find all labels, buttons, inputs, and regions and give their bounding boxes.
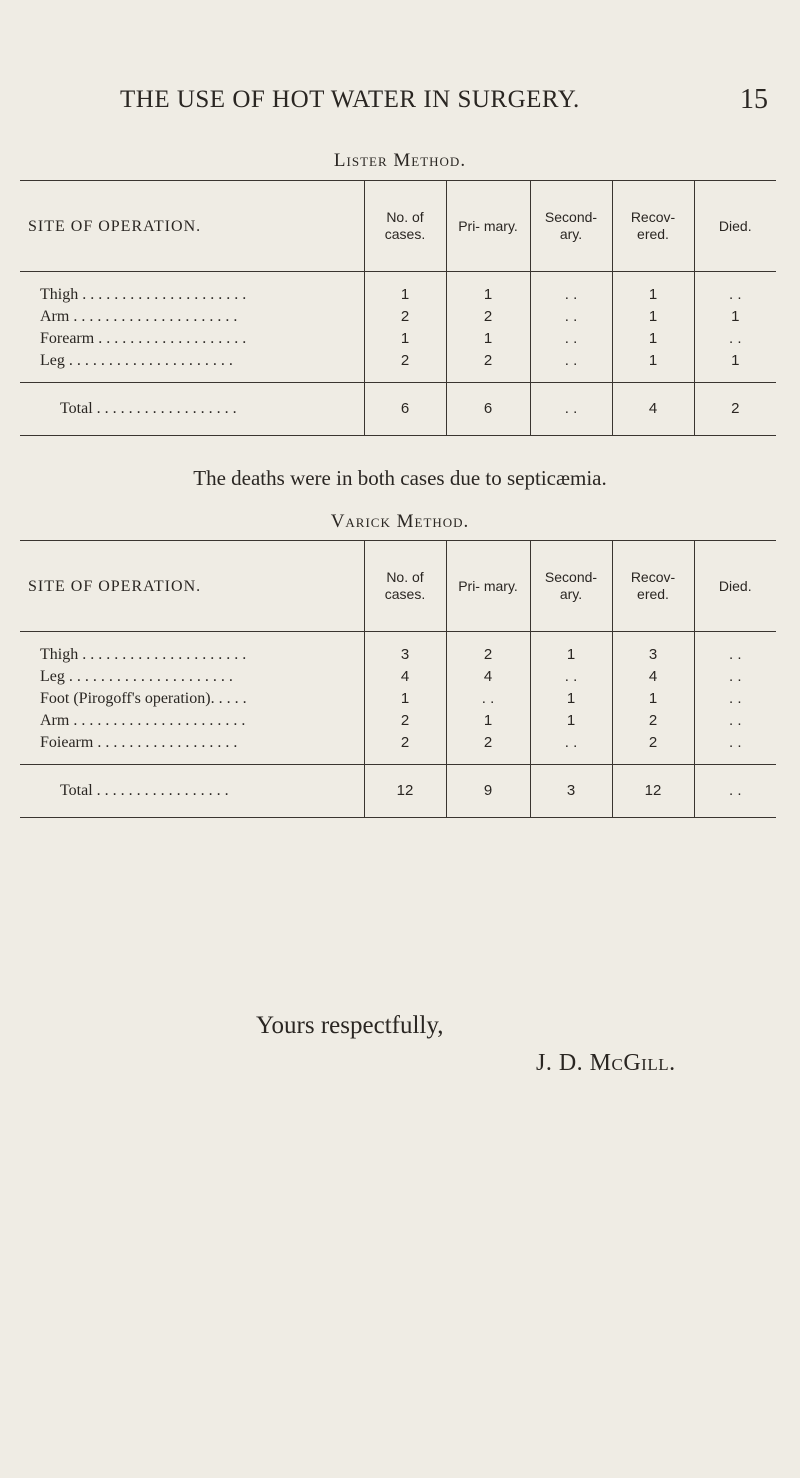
- primary-cell: 4: [446, 666, 530, 688]
- cases-cell: 4: [364, 666, 446, 688]
- table-header-row: [20, 181, 776, 272]
- site-cell: Leg . . . . . . . . . . . . . . . . . . . . .: [40, 668, 233, 685]
- primary-cell: 6: [446, 383, 530, 436]
- table-header-row: [20, 541, 776, 632]
- table-row: [20, 732, 776, 765]
- died-cell: . .: [694, 328, 776, 350]
- site-cell: Thigh . . . . . . . . . . . . . . . . . . . . .: [40, 286, 247, 303]
- secondary-cell: . .: [530, 666, 612, 688]
- died-cell: . .: [694, 732, 776, 765]
- site-cell: Forearm . . . . . . . . . . . . . . . . . . .: [40, 330, 247, 347]
- recovered-cell: 2: [612, 710, 694, 732]
- table-row: [20, 632, 776, 667]
- site-cell: Arm . . . . . . . . . . . . . . . . . . . . .: [40, 308, 238, 325]
- recovered-cell: 1: [612, 350, 694, 383]
- cases-cell: 6: [364, 383, 446, 436]
- column-header-secondary: Second- ary.: [530, 541, 612, 632]
- primary-cell: 2: [446, 306, 530, 328]
- column-header-site: SITE OF OPERATION.: [20, 541, 364, 632]
- table-row: [20, 272, 776, 307]
- died-cell: 1: [694, 350, 776, 383]
- secondary-cell: . .: [530, 306, 612, 328]
- column-header-primary: Pri- mary.: [446, 541, 530, 632]
- secondary-cell: . .: [530, 732, 612, 765]
- table-row: [20, 688, 776, 710]
- primary-cell: 1: [446, 710, 530, 732]
- column-header-recovered: Recov- ered.: [612, 541, 694, 632]
- table-row: [20, 666, 776, 688]
- column-header-cases: No. of cases.: [364, 181, 446, 272]
- recovered-cell: 1: [612, 272, 694, 307]
- site-cell: Leg . . . . . . . . . . . . . . . . . . . . .: [40, 352, 233, 369]
- column-header-died: Died.: [694, 181, 776, 272]
- site-cell: Foot (Pirogoff's operation). . . . .: [40, 690, 247, 707]
- column-header-secondary: Second- ary.: [530, 181, 612, 272]
- cases-cell: 1: [364, 272, 446, 307]
- recovered-cell: 3: [612, 632, 694, 667]
- valediction: Yours respectfully,: [256, 1012, 444, 1039]
- secondary-cell: 1: [530, 710, 612, 732]
- cases-cell: 2: [364, 732, 446, 765]
- primary-cell: 1: [446, 272, 530, 307]
- recovered-cell: 1: [612, 328, 694, 350]
- primary-cell: 2: [446, 632, 530, 667]
- recovered-cell: 4: [612, 383, 694, 436]
- cases-cell: 2: [364, 710, 446, 732]
- recovered-cell: 1: [612, 688, 694, 710]
- total-label: Total . . . . . . . . . . . . . . . . . .: [20, 383, 364, 436]
- recovered-cell: 12: [612, 765, 694, 818]
- total-row: [20, 383, 776, 436]
- site-cell: Arm . . . . . . . . . . . . . . . . . . . . . .: [40, 712, 246, 729]
- recovered-cell: 2: [612, 732, 694, 765]
- primary-cell: . .: [446, 688, 530, 710]
- primary-cell: 1: [446, 328, 530, 350]
- primary-cell: 9: [446, 765, 530, 818]
- secondary-cell: 3: [530, 765, 612, 818]
- varick-method-title: Varick Method.: [330, 511, 470, 532]
- secondary-cell: . .: [530, 350, 612, 383]
- cases-cell: 3: [364, 632, 446, 667]
- secondary-cell: 1: [530, 688, 612, 710]
- secondary-cell: . .: [530, 383, 612, 436]
- secondary-cell: . .: [530, 328, 612, 350]
- deaths-note: The deaths were in both cases due to septicæmia.: [193, 466, 607, 490]
- lister-method-table: [20, 180, 776, 436]
- recovered-cell: 1: [612, 306, 694, 328]
- total-row: [20, 765, 776, 818]
- site-cell: Foiearm . . . . . . . . . . . . . . . . . .: [40, 734, 238, 751]
- table-row: [20, 306, 776, 328]
- column-header-primary: Pri- mary.: [446, 181, 530, 272]
- varick-method-table: [20, 540, 776, 818]
- column-header-site: SITE OF OPERATION.: [20, 181, 364, 272]
- primary-cell: 2: [446, 350, 530, 383]
- died-cell: . .: [694, 666, 776, 688]
- primary-cell: 2: [446, 732, 530, 765]
- died-cell: . .: [694, 710, 776, 732]
- died-cell: . .: [694, 765, 776, 818]
- total-label: Total . . . . . . . . . . . . . . . . .: [20, 765, 364, 818]
- table-row: [20, 710, 776, 732]
- cases-cell: 12: [364, 765, 446, 818]
- died-cell: . .: [694, 632, 776, 667]
- column-header-died: Died.: [694, 541, 776, 632]
- signature: J. D. McGill.: [536, 1050, 676, 1076]
- cases-cell: 1: [364, 688, 446, 710]
- table-row: [20, 328, 776, 350]
- died-cell: 1: [694, 306, 776, 328]
- cases-cell: 1: [364, 328, 446, 350]
- lister-method-title: Lister Method.: [333, 150, 467, 171]
- cases-cell: 2: [364, 306, 446, 328]
- died-cell: . .: [694, 272, 776, 307]
- page-number: 15: [740, 84, 768, 115]
- died-cell: . .: [694, 688, 776, 710]
- cases-cell: 2: [364, 350, 446, 383]
- running-head: THE USE OF HOT WATER IN SURGERY.: [120, 86, 580, 113]
- table-row: [20, 350, 776, 383]
- recovered-cell: 4: [612, 666, 694, 688]
- site-cell: Thigh . . . . . . . . . . . . . . . . . . . . .: [40, 646, 247, 663]
- column-header-cases: No. of cases.: [364, 541, 446, 632]
- secondary-cell: . .: [530, 272, 612, 307]
- secondary-cell: 1: [530, 632, 612, 667]
- died-cell: 2: [694, 383, 776, 436]
- column-header-recovered: Recov- ered.: [612, 181, 694, 272]
